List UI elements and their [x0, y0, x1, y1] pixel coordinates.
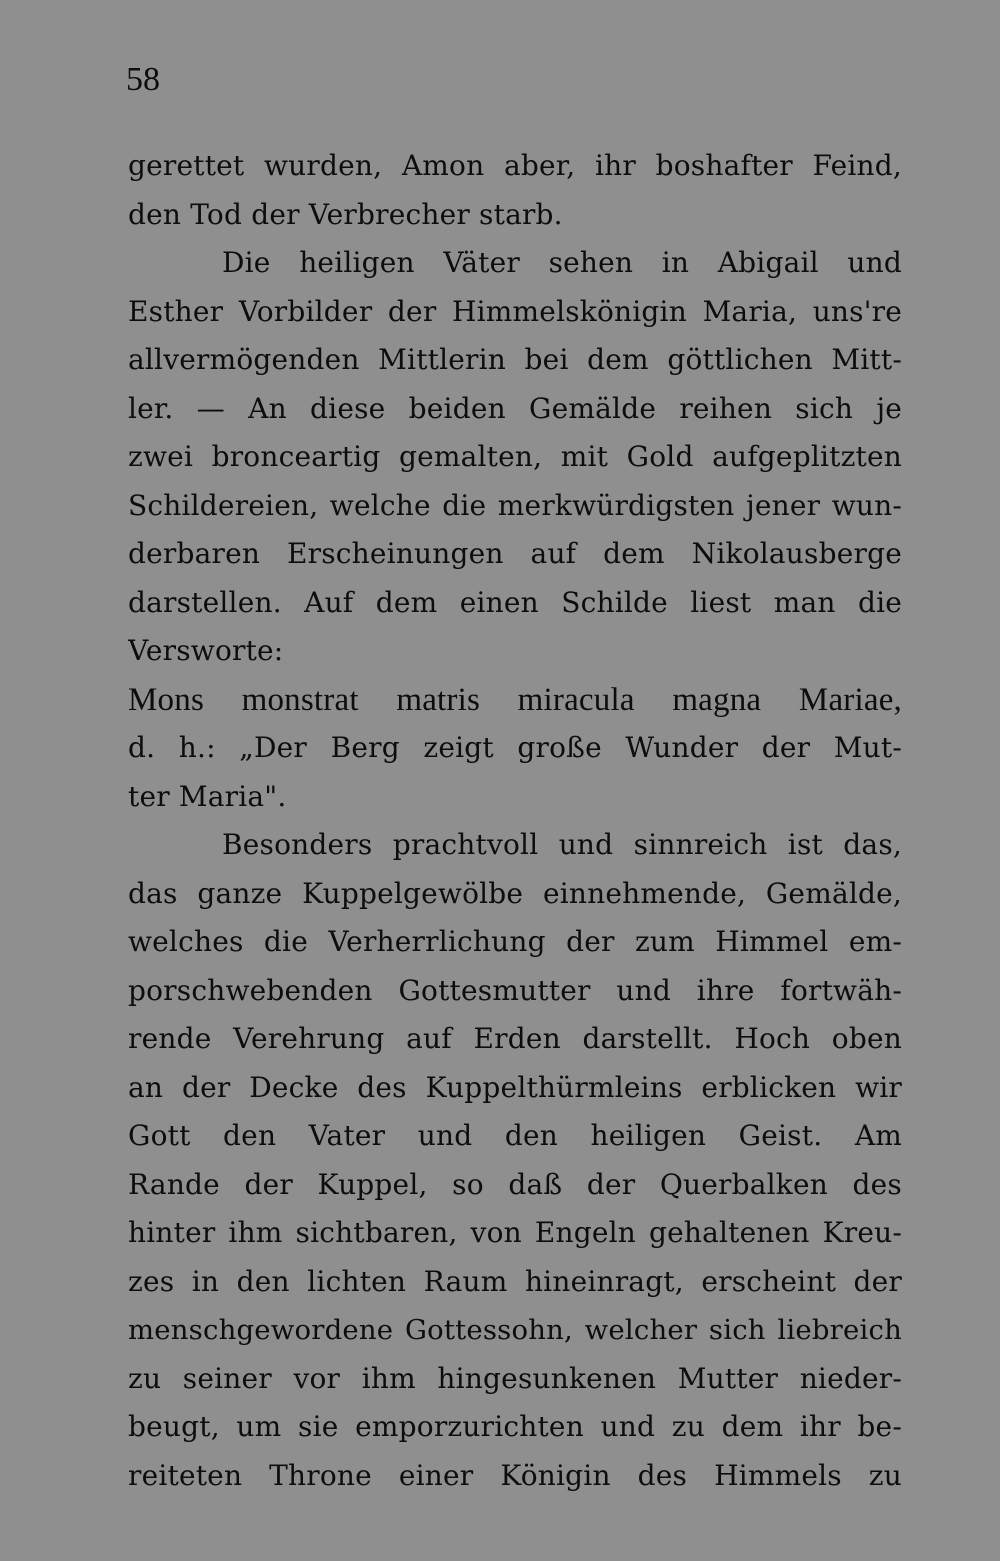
text-line: allvermögenden Mittlerin bei dem göttlichen Mitt- — [128, 343, 902, 376]
text-line: an der Decke des Kuppelthürmleins erblicken wir — [128, 1070, 902, 1104]
paragraph-start-line: Besonders prachtvoll und sinnreich ist das, — [222, 828, 902, 861]
paragraph-start-line: Die heiligen Väter sehen in Abigail und — [222, 246, 902, 279]
text-line: gerettet wurden, Amon aber, ihr boshafter Feind, — [128, 149, 902, 182]
text-line: welches die Verherrlichung der zum Himmel em- — [128, 925, 902, 958]
text-line: Rande der Kuppel, so daß der Querbalken des — [128, 1167, 902, 1201]
latin-verse-line: Mons monstrat matris miracula magna Mariae, — [128, 681, 902, 718]
page-number: 58 — [126, 61, 160, 98]
text-line: den Tod der Verbrecher starb. — [128, 197, 563, 231]
text-line: Gott den Vater und den heiligen Geist. Am — [128, 1119, 902, 1152]
text-line: zu seiner vor ihm hingesunkenen Mutter nieder- — [128, 1361, 902, 1395]
text-line: zes in den lichten Raum hineinragt, erscheint der — [128, 1264, 902, 1298]
text-line: Schildereien, welche die merkwürdigsten jener wun- — [128, 488, 902, 522]
text-line: beugt, um sie emporzurichten und zu dem ihr be- — [128, 1410, 902, 1443]
text-line: derbaren Erscheinungen auf dem Nikolausberge — [128, 537, 902, 570]
body-text — [128, 142, 902, 1500]
text-line: d. h.: „Der Berg zeigt große Wunder der Mut- — [128, 731, 902, 764]
text-line: porschwebenden Gottesmutter und ihre fortwäh- — [128, 973, 902, 1007]
text-line: reiteten Throne einer Königin des Himmels zu — [128, 1458, 902, 1492]
text-line: Esther Vorbilder der Himmelskönigin Maria, uns're — [128, 294, 902, 328]
text-line: menschgewordene Gottessohn, welcher sich liebreich — [128, 1314, 902, 1346]
text-line: Versworte: — [128, 634, 284, 667]
text-line: zwei bronceartig gemalten, mit Gold aufgeplitzten — [128, 440, 902, 473]
text-line: darstellen. Auf dem einen Schilde liest man die — [128, 585, 902, 619]
text-line: rende Verehrung auf Erden darstellt. Hoch oben — [128, 1022, 902, 1055]
text-line: hinter ihm sichtbaren, von Engeln gehaltenen Kreu- — [128, 1216, 902, 1249]
text-line: das ganze Kuppelgewölbe einnehmende, Gemälde, — [128, 876, 902, 910]
text-line: ler. — An diese beiden Gemälde reihen sich je — [128, 391, 902, 425]
text-line: ter Maria". — [128, 779, 287, 813]
